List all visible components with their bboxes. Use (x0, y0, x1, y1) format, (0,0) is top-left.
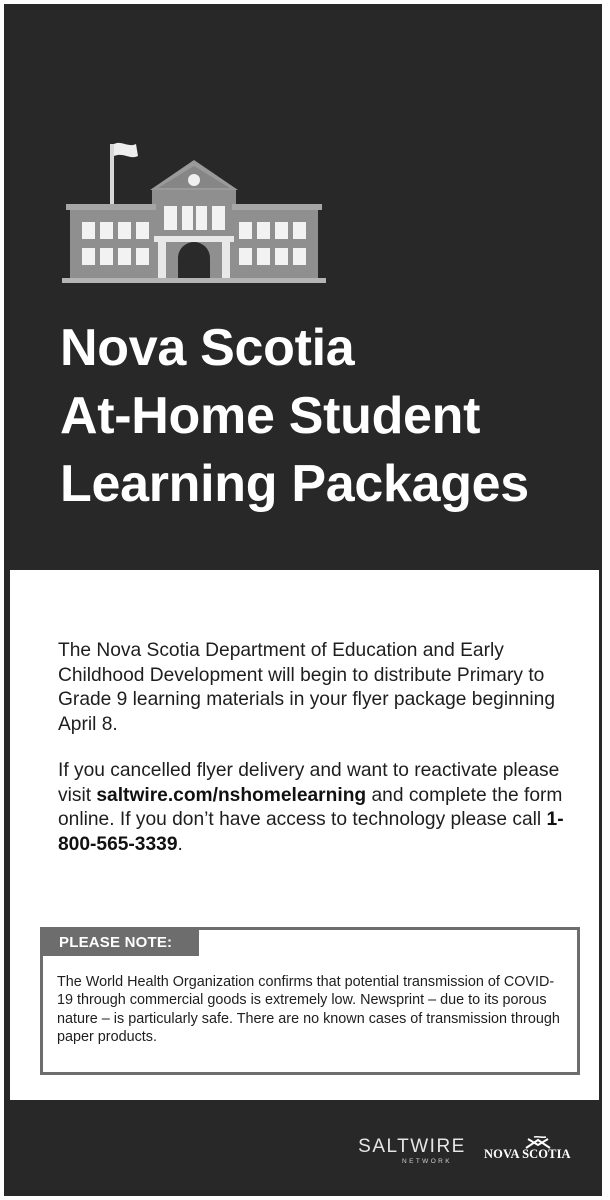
headline-line-3: Learning Packages (60, 455, 529, 513)
please-note-text: The World Health Organization confirms that potential transmission of COVID-19 through commercial goods is extremely low. Newsprint – due to its porous nature – is particularly safe. There are no known cases of transmission through paper products. (57, 974, 560, 1046)
website-link[interactable]: saltwire.com/nshomelearning (96, 784, 367, 806)
please-note-heading: PLEASE NOTE: (43, 930, 199, 956)
nova-scotia-logo (484, 1136, 580, 1166)
please-note-box (40, 927, 580, 1075)
saltwire-logo (352, 1136, 472, 1165)
phone-number[interactable]: 1-800-565-3339 (58, 809, 564, 855)
reactivate-paragraph (58, 759, 578, 857)
flyer-ad (4, 4, 602, 1196)
reactivate-text-2: and complete the form online. If you don’t have access to technology please call (58, 784, 563, 830)
intro-paragraph: The Nova Scotia Department of Education and Early Childhood Development will begin to distribute Primary to Grade 9 learning materials in your flyer package beginning April 8. (58, 640, 556, 735)
saltwire-network: NETWORK (401, 1158, 453, 1165)
reactivate-text-end: . (177, 833, 183, 855)
footer (4, 1100, 602, 1196)
headline-line-1: Nova Scotia (60, 319, 355, 377)
reactivate-text: If you cancelled flyer delivery and want to reactivate please visit (58, 760, 560, 806)
saltwire-name: SALTWIRE (358, 1136, 466, 1157)
content-panel (10, 570, 599, 1100)
school-building-icon (60, 138, 328, 288)
headline (60, 314, 600, 518)
headline-line-2: At-Home Student (60, 387, 481, 445)
nova-scotia-wordmark: NOVA SCOTIA (484, 1147, 571, 1161)
